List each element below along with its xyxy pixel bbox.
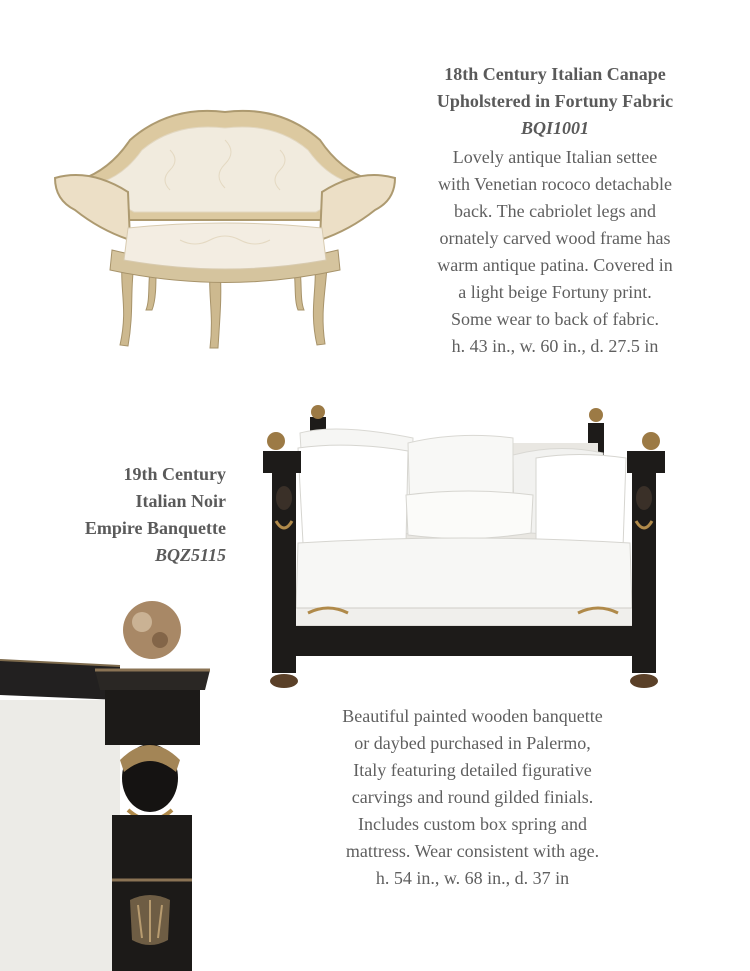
item1-desc-line: back. The cabriolet legs and <box>453 201 657 221</box>
item1-desc-line: h. 43 in., w. 60 in., d. 27.5 in <box>451 336 659 356</box>
item2-title-line: Empire Banquette <box>84 518 226 538</box>
item2-title <box>40 461 226 542</box>
item2-desc-line: Beautiful painted wooden banquette <box>342 706 603 726</box>
item1-sku: BQI1001 <box>520 118 589 138</box>
banquette-detail-image <box>0 600 215 971</box>
item2-title-block <box>40 461 226 569</box>
item1-title-line: Upholstered in Fortuny Fabric <box>436 91 674 111</box>
item2-desc-line: carvings and round gilded finials. <box>351 787 594 807</box>
item1-desc-line: Some wear to back of fabric. <box>451 309 659 329</box>
item2-desc-line: or daybed purchased in Palermo, <box>354 733 591 753</box>
item1-text-block <box>405 61 705 360</box>
item1-title-line: 18th Century Italian Canape <box>444 64 666 84</box>
item2-desc-line: Italy featuring detailed figurative <box>353 760 592 780</box>
item2-sku: BQZ5115 <box>154 545 226 565</box>
item2-description <box>300 703 645 892</box>
canape-image <box>50 100 400 355</box>
item1-desc-line: a light beige Fortuny print. <box>458 282 652 302</box>
item1-desc-line: warm antique patina. Covered in <box>437 255 673 275</box>
item2-desc-line: Includes custom box spring and <box>358 814 587 834</box>
item1-title <box>405 61 705 115</box>
item1-desc-line: with Venetian rococo detachable <box>437 174 673 194</box>
item1-desc-line: ornately carved wood frame has <box>439 228 671 248</box>
item2-desc-line: mattress. Wear consistent with age. <box>345 841 600 861</box>
banquette-image <box>258 403 670 693</box>
item2-title-line: Italian Noir <box>135 491 226 511</box>
item2-desc-line: h. 54 in., w. 68 in., d. 37 in <box>375 868 570 888</box>
item1-desc-line: Lovely antique Italian settee <box>452 147 658 167</box>
item1-description <box>405 144 705 360</box>
item2-title-line: 19th Century <box>123 464 226 484</box>
